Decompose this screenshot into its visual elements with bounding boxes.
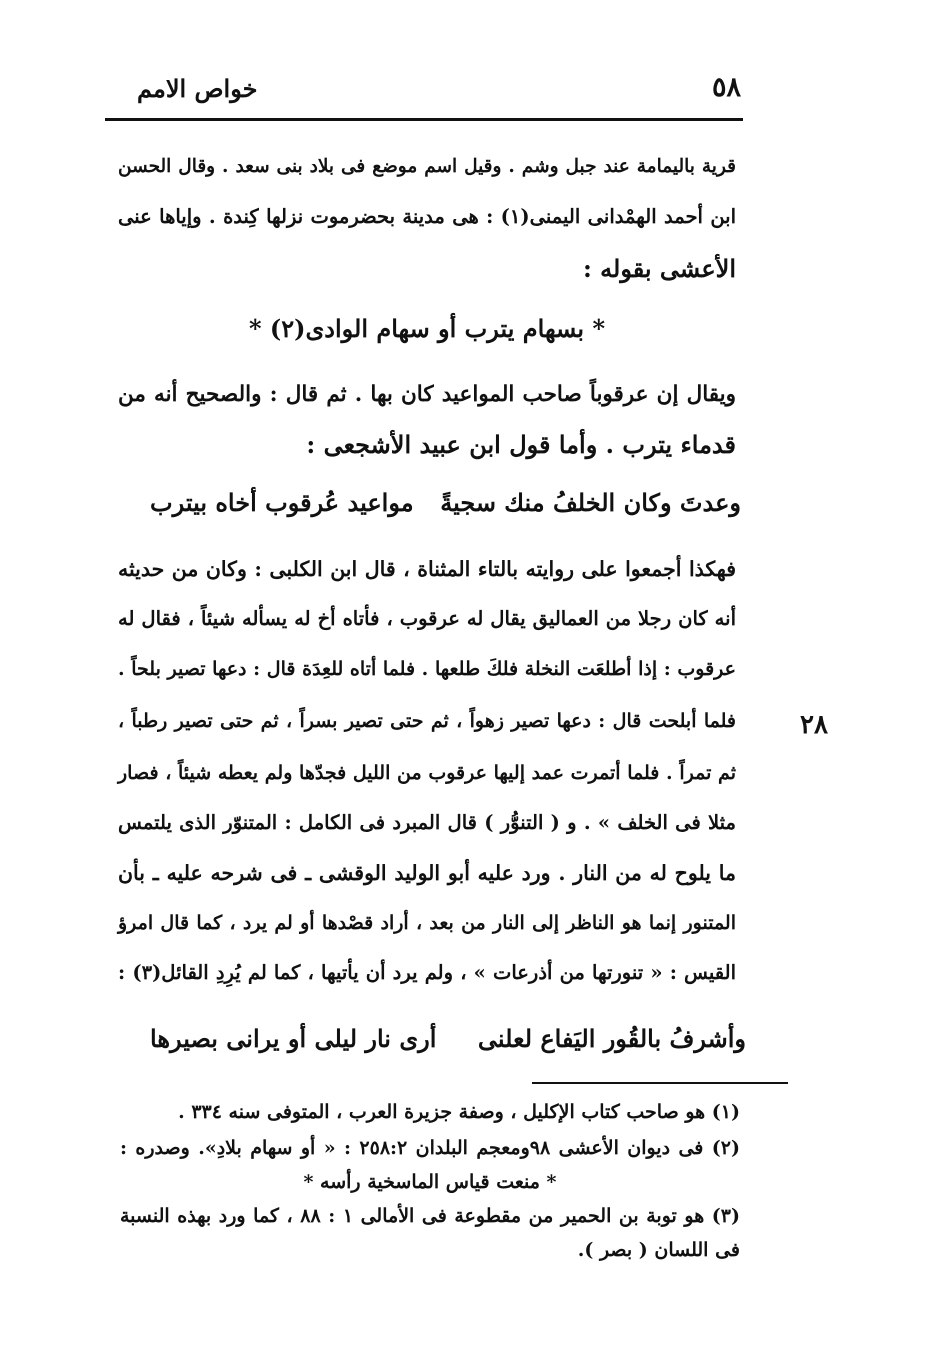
footnote: فى اللسان ( بصر ). bbox=[577, 1239, 740, 1261]
text-line: ثم تمراً . فلما أتمرت عمد إليها عرقوب من الليل فجدّها ولم يعطه شيئاً ، فصار bbox=[118, 762, 736, 784]
margin-number: ٢٨ bbox=[800, 710, 828, 740]
header-rule bbox=[105, 118, 743, 121]
text-line: قرية باليمامة عند جبل وشم . وقيل اسم موضع فى بلاد بنى سعد . وقال الحسن bbox=[118, 156, 736, 177]
page-number: ٥٨ bbox=[711, 72, 741, 103]
text-line: فهكذا أجمعوا على روايته بالتاء المثناة ، قال ابن الكلبى : وكان من حديثه bbox=[118, 557, 736, 581]
verse-first-hemistich: وأشرفُ بالقُور اليَفاع لعلنى bbox=[477, 1024, 746, 1053]
text-line: أنه كان رجلا من العماليق يقال له عرقوب ، فأتاه أخ له يسأله شيئاً ، فقال له bbox=[118, 607, 736, 630]
text-line: قدماء يترب . وأما قول ابن عبيد الأشجعى : bbox=[306, 430, 736, 459]
text-line: ويقال إن عرقوباً صاحب المواعيد كان بها . ثم قال : والصحيح أنه من bbox=[118, 382, 736, 407]
text-line: القيس : « تنورتها من أذرعات » ، ولم يرد أن يأتيها ، كما لم يُرِدِ القائل(٣) : bbox=[118, 961, 737, 984]
footnote: (٢) فى ديوان الأعشى ٩٨ومعجم البلدان ٢٥٨:٢ : « أو سهام بلادِ». وصدره : bbox=[120, 1137, 740, 1159]
running-title: خواص الامم bbox=[137, 74, 258, 103]
verse-line: * بسهام يترب أو سهام الوادى(٢) * bbox=[248, 314, 606, 343]
verse-second-hemistich: مواعيد عُرقوب أخاه بيترب bbox=[150, 488, 414, 517]
text-line: مثلا فى الخلف » . و ( التنوُّر ) قال المبرد فى الكامل : المتنوّر الذى يلتمس bbox=[118, 811, 736, 834]
footnote-rule bbox=[532, 1082, 788, 1084]
footnote: (٣) هو توبة بن الحمير من مقطوعة فى الأمالى ١ : ٨٨ ، كما ورد بهذه النسبة bbox=[120, 1205, 741, 1227]
text-line: عرقوب : إذا أطلعَت النخلة فلكَ طلعها . فلما أتاه للعِدَة قال : دعها تصير بلحاً . bbox=[118, 658, 736, 680]
verse-second-hemistich: أرى نار ليلى أو يرانى بصيرها bbox=[150, 1024, 437, 1053]
text-line: فلما أبلحت قال : دعها تصير زهواً ، ثم حتى تصير بسراً ، ثم حتى تصير رطباً ، bbox=[118, 710, 736, 732]
footnote-verse: * منعت قياس الماسخية رأسه * bbox=[303, 1171, 557, 1193]
footnote: (١) هو صاحب كتاب الإكليل ، وصفة جزيرة العرب ، المتوفى سنه ٣٣٤ . bbox=[178, 1101, 740, 1123]
text-line: الأعشى بقوله : bbox=[582, 254, 736, 283]
text-line: ابن أحمد الهمْدانى اليمنى(١) : هى مدينة بحضرموت نزلها كِندة . وإياها عنى bbox=[118, 205, 737, 228]
text-line: ما يلوح له من النار . ورد عليه أبو الوليد الوقشى ـ فى شرحه عليه ـ بأن bbox=[118, 861, 736, 885]
text-line: المتنور إنما هو الناظر إلى النار من بعد ، أراد قصْدها أو لم يرد ، كما قال امرؤ bbox=[118, 912, 736, 934]
verse-first-hemistich: وعدتَ وكان الخلفُ منك سجيةً bbox=[440, 488, 741, 517]
